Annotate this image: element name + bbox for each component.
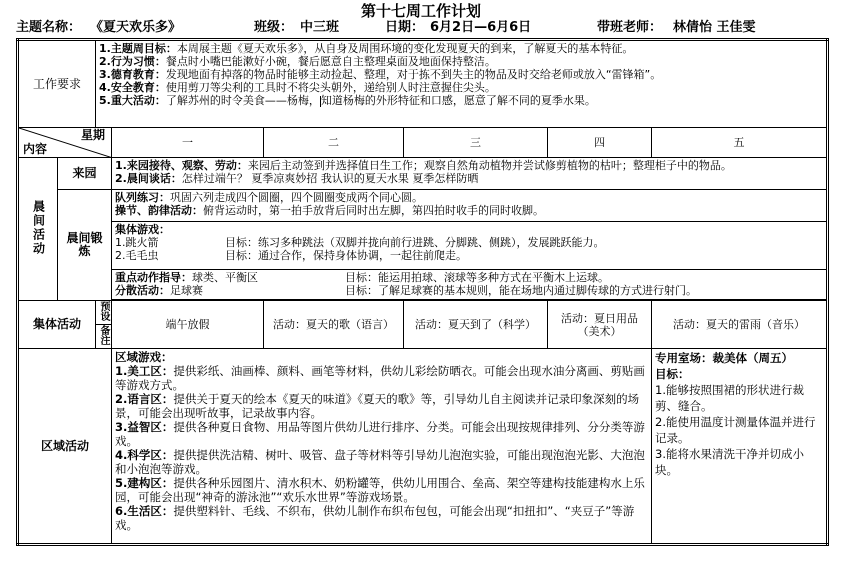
arrive-line2-text: 怎样过端午？ 夏季凉爽妙招 我认识的夏天水果 夏季怎样防晒 xyxy=(181,172,479,185)
area-activity-label: 区域活动 xyxy=(18,349,112,545)
special-goal-1: 1.能够按照围裙的形状进行裁剪、缝合。 xyxy=(655,383,804,413)
scatter-text: 足球赛 xyxy=(170,284,203,297)
work-item-5-text-b: 知道杨梅的外形特征和口感，愿意了解不同的夏季水果。 xyxy=(320,94,596,107)
game-1 xyxy=(115,236,823,249)
drill-line1-head: 队列练习： xyxy=(115,191,170,204)
arrive-line2-head: 2.晨间谈话： xyxy=(115,172,182,185)
work-item-2-text: 餐点时小嘴巴能漱好小碗，餐后愿意自主整理桌面及地面保持整洁。 xyxy=(165,55,496,68)
goal-head: 目标： xyxy=(655,367,690,381)
preset-label: 预设 xyxy=(96,301,112,325)
work-item-1-text: 本周展主题《夏天欢乐多》，从自身及周围环境的变化发现夏天的到来，了解夏天的基本特征。 xyxy=(176,42,634,55)
drill-line1-text: 巩固六列走成四个圆圈，四个圆圈变成两个同心圆。 xyxy=(170,191,423,204)
week-star-label: 星期 xyxy=(80,128,105,142)
group-activity-label: 集体活动 xyxy=(18,301,96,349)
area-3-head: 3.益智区： xyxy=(115,420,174,434)
arrive-label: 来园 xyxy=(58,158,112,190)
class-value: 中三班 xyxy=(300,20,340,35)
work-item-5-text-a: 了解苏州的时令美食——杨梅， xyxy=(165,94,320,107)
key-and-scatter xyxy=(112,270,828,300)
game-1-goal: 目标：练习多种跳法（双脚并拢向前行进跳、分脚跳、侧跳），发展跳跃能力。 xyxy=(225,236,605,249)
work-item-5-head: 5.重大活动： xyxy=(99,94,166,107)
work-item-4-text: 使用剪刀等尖利的工具时不将尖头朝外，递给别人时注意握住尖头。 xyxy=(165,81,496,94)
game-2-goal: 目标：通过合作，保持身体协调，一起往前爬走。 xyxy=(225,249,467,262)
scatter-goal: 目标：了解足球赛的基本规则，能在场地内通过脚传球的方式进行射门。 xyxy=(345,284,697,297)
area-1-head: 1.美工区： xyxy=(115,364,174,378)
activity-wed: 活动：夏天到了（科学） xyxy=(404,301,548,349)
note-label: 备注 xyxy=(96,325,112,349)
activity-thu: 活动：夏日用品（美术） xyxy=(548,301,652,349)
date-label: 日期： xyxy=(385,20,425,35)
page-title: 第十七周工作计划 xyxy=(360,2,481,20)
special-value: 裁美体（周五） xyxy=(712,351,793,365)
area-2-head: 2.语言区： xyxy=(115,392,174,406)
day-thu: 四 xyxy=(548,128,652,158)
key-guide-goal: 目标：能运用拍球、滚球等多种方式在平衡木上运球。 xyxy=(345,271,609,284)
area-3-text: 提供各种夏日食物、用品等图片供幼儿进行排序、分类。可能会出现按规律排列、分分类等游戏。 xyxy=(115,420,645,448)
special-goal-2: 2.能使用温度计测量体温并进行记录。 xyxy=(655,415,816,445)
teacher-value: 林倩怡 王佳雯 xyxy=(673,20,756,35)
game-1-name: 1.跳火箭 xyxy=(115,236,159,249)
arrive-line1-text: 来园后主动签到并选择值日生工作；观察自然角动植物并尝试修剪植物的枯叶；整理柜子中的物品。 xyxy=(247,159,732,172)
area-5-head: 5.建构区： xyxy=(115,476,174,490)
key-guide-text: 球类、平衡区 xyxy=(192,271,258,284)
special-goal-3: 3.能将水果清洗干净并切成小块。 xyxy=(655,447,804,477)
teacher-label: 带班老师： xyxy=(597,20,663,35)
activity-tue: 活动：夏天的歌（语言） xyxy=(264,301,404,349)
plan-table xyxy=(16,38,829,546)
game-2-name: 2.毛毛虫 xyxy=(115,249,159,262)
group-games-head: 集体游戏： xyxy=(115,223,170,236)
area-5-text: 提供各种乐园图片、清水积木、奶粉罐等，供幼儿用围合、垒高、架空等建构技能建构水上乐园，可能会出现“神奇的游泳池”“欢乐水世界”等游戏场景。 xyxy=(115,476,645,504)
drill-line2-text: 俯背运动时，第一拍手放背后同时出左脚，第四拍时收手的同时收脚。 xyxy=(203,204,544,217)
area-6-text: 提供塑料针、毛线、不织布，供幼儿制作布织布包包，可能会出现“扣扭扣”、“夹豆子”等游戏。 xyxy=(115,504,635,532)
arrive-content xyxy=(112,158,828,190)
work-item-1-head: 1.主题周目标： xyxy=(99,42,177,55)
game-2 xyxy=(115,249,823,262)
work-item-3-head: 3.德育教育： xyxy=(99,68,166,81)
scatter-head: 分散活动： xyxy=(115,284,170,297)
group-games xyxy=(112,222,828,270)
content-label: 内容 xyxy=(23,142,48,156)
theme-value: 《夏天欢乐多》 xyxy=(90,20,182,35)
week-diagonal-header xyxy=(18,128,112,158)
day-wed: 三 xyxy=(404,128,548,158)
morning-label: 晨间活动 xyxy=(18,158,58,301)
header-row xyxy=(0,19,842,37)
arrive-line1-head: 1.来园接待、观察、劳动： xyxy=(115,159,248,172)
area-6-head: 6.生活区： xyxy=(115,504,174,518)
area-games xyxy=(112,349,652,545)
work-label: 工作要求 xyxy=(18,40,96,128)
activity-fri: 活动：夏天的雷雨（音乐） xyxy=(652,301,828,349)
area-2-text: 提供关于夏天的绘本《夏天的味道》《夏天的歌》等，引导幼儿自主阅读并记录印象深刻的场景，可能会出现听故事，记录故事内容。 xyxy=(115,392,640,420)
area-4-text: 提供提供洗洁精、树叶、吸管、盘子等材料等引导幼儿泡泡实验，可能出现泡泡光影、大泡泡和小泡泡等游戏。 xyxy=(115,448,645,476)
day-mon: 一 xyxy=(112,128,264,158)
activity-mon: 端午放假 xyxy=(112,301,264,349)
theme-label: 主题名称： xyxy=(16,20,82,35)
class-label: 班级： xyxy=(254,20,294,35)
work-item-3-text: 发现地面有掉落的物品时能够主动捡起、整理，对于拣不到失主的物品及时交给老师或放入“雷锋箱”。 xyxy=(165,68,662,81)
exercise-label: 晨间锻炼 xyxy=(58,190,112,301)
special-room xyxy=(652,349,828,545)
special-head: 专用室场： xyxy=(655,351,713,365)
work-item-4-head: 4.安全教育： xyxy=(99,81,166,94)
work-item-2-head: 2.行为习惯： xyxy=(99,55,166,68)
date-value: 6月2日—6月6日 xyxy=(430,20,532,35)
area-1-text: 提供彩纸、油画棒、颜料、画笔等材料，供幼儿彩绘防晒衣。可能会出现水油分离画、剪贴画等游戏方式。 xyxy=(115,364,645,392)
drill-line2-head: 操节、韵律活动： xyxy=(115,204,203,217)
key-guide-head: 重点动作指导： xyxy=(115,271,192,284)
area-4-head: 4.科学区： xyxy=(115,448,174,462)
day-fri: 五 xyxy=(652,128,828,158)
work-requirements xyxy=(96,40,828,128)
exercise-drills xyxy=(112,190,828,222)
area-games-head: 区域游戏： xyxy=(115,350,173,364)
day-tue: 二 xyxy=(264,128,404,158)
